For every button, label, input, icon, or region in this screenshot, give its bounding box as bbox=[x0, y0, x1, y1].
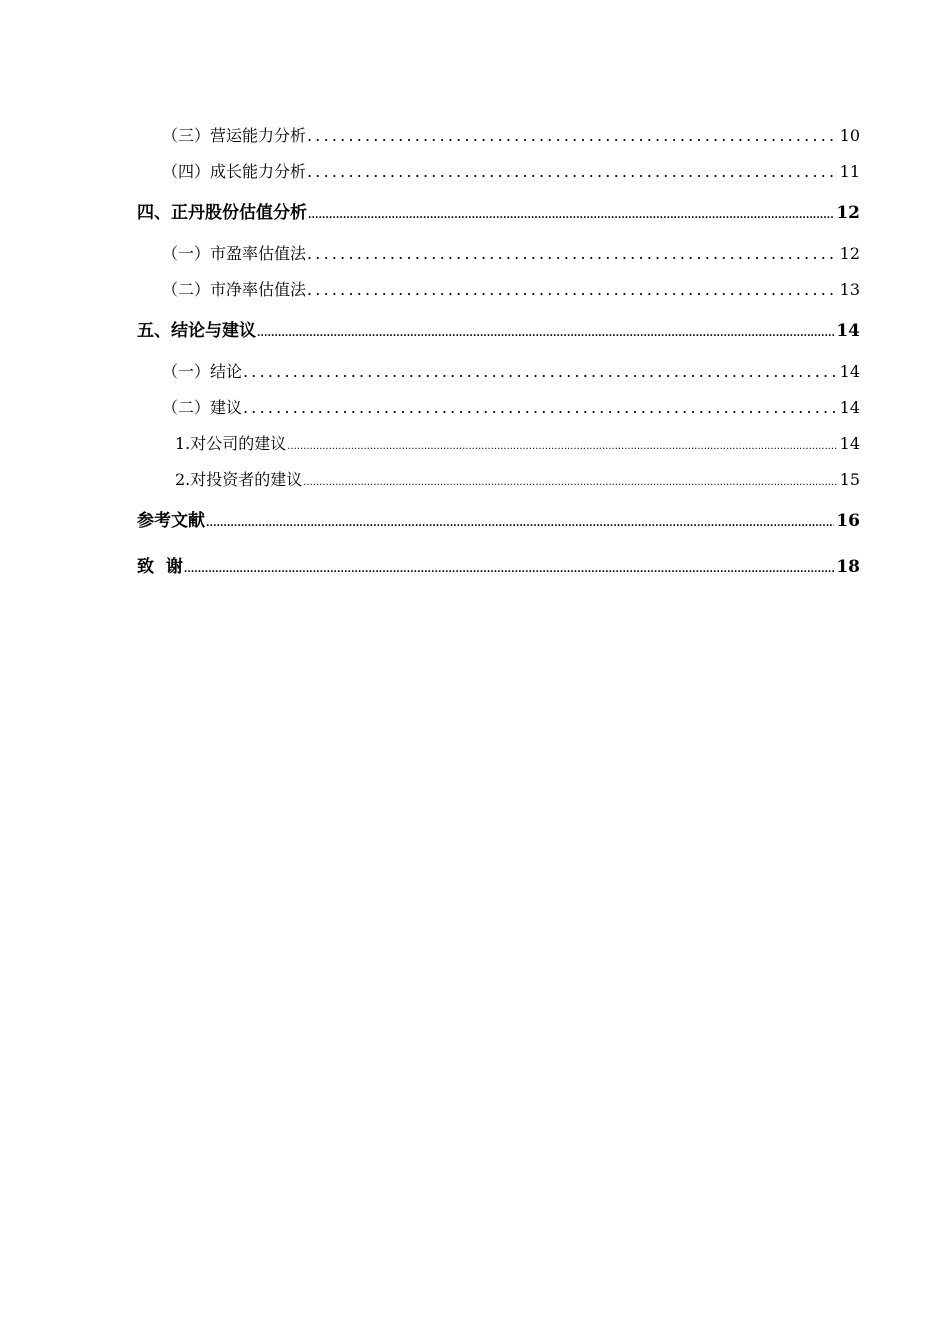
toc-chapter-entry[interactable] bbox=[137, 308, 860, 354]
toc-entry-label: 四、正丹股份估值分析 bbox=[137, 203, 307, 223]
toc-chapter-entry[interactable] bbox=[137, 498, 860, 544]
toc-page-number: 10 bbox=[839, 126, 860, 145]
toc-page-number: 11 bbox=[839, 162, 860, 181]
toc-page-number: 16 bbox=[836, 511, 860, 531]
toc-entry-label: （四）成长能力分析 bbox=[162, 162, 307, 181]
toc-entry[interactable] bbox=[137, 118, 860, 154]
toc-entry-label: 参考文献 bbox=[137, 511, 205, 531]
toc-dot-leader bbox=[307, 236, 838, 272]
toc-subentry[interactable] bbox=[137, 462, 860, 498]
table-of-contents bbox=[137, 118, 860, 590]
toc-subentry[interactable] bbox=[137, 426, 860, 462]
toc-entry-label: 五、结论与建议 bbox=[137, 321, 256, 341]
toc-entry-label: 1.对公司的建议 bbox=[175, 434, 287, 453]
toc-entry[interactable] bbox=[137, 390, 860, 426]
toc-page-number: 18 bbox=[836, 557, 860, 577]
toc-entry[interactable] bbox=[137, 236, 860, 272]
toc-dot-leader bbox=[184, 547, 834, 590]
toc-page-number: 13 bbox=[839, 280, 860, 299]
toc-chapter-entry[interactable] bbox=[137, 544, 860, 590]
toc-dot-leader bbox=[307, 272, 838, 308]
toc-page-number: 14 bbox=[836, 321, 860, 341]
toc-dot-leader bbox=[307, 154, 838, 190]
toc-dot-leader bbox=[206, 501, 834, 544]
toc-page-number: 12 bbox=[836, 203, 860, 223]
toc-dot-leader bbox=[307, 118, 838, 154]
toc-dot-leader bbox=[287, 429, 837, 462]
toc-page-number: 12 bbox=[839, 244, 860, 263]
toc-page-number: 14 bbox=[839, 362, 860, 381]
toc-page-number: 15 bbox=[839, 470, 860, 489]
toc-page-number: 14 bbox=[839, 398, 860, 417]
toc-entry-label: （二）市净率估值法 bbox=[162, 280, 307, 299]
toc-entry[interactable] bbox=[137, 154, 860, 190]
toc-entry-label: 2.对投资者的建议 bbox=[175, 470, 303, 489]
toc-chapter-entry[interactable] bbox=[137, 190, 860, 236]
toc-dot-leader bbox=[243, 354, 838, 390]
toc-entry-label: （二）建议 bbox=[162, 398, 243, 417]
toc-entry[interactable] bbox=[137, 272, 860, 308]
toc-dot-leader bbox=[257, 311, 834, 354]
toc-dot-leader bbox=[303, 465, 837, 498]
toc-dot-leader bbox=[243, 390, 838, 426]
toc-entry-label: （三）营运能力分析 bbox=[162, 126, 307, 145]
toc-entry[interactable] bbox=[137, 354, 860, 390]
toc-dot-leader bbox=[308, 193, 834, 236]
toc-entry-label: 致 谢 bbox=[137, 557, 183, 577]
toc-entry-label: （一）市盈率估值法 bbox=[162, 244, 307, 263]
toc-entry-label: （一）结论 bbox=[162, 362, 243, 381]
toc-page-number: 14 bbox=[839, 434, 860, 453]
